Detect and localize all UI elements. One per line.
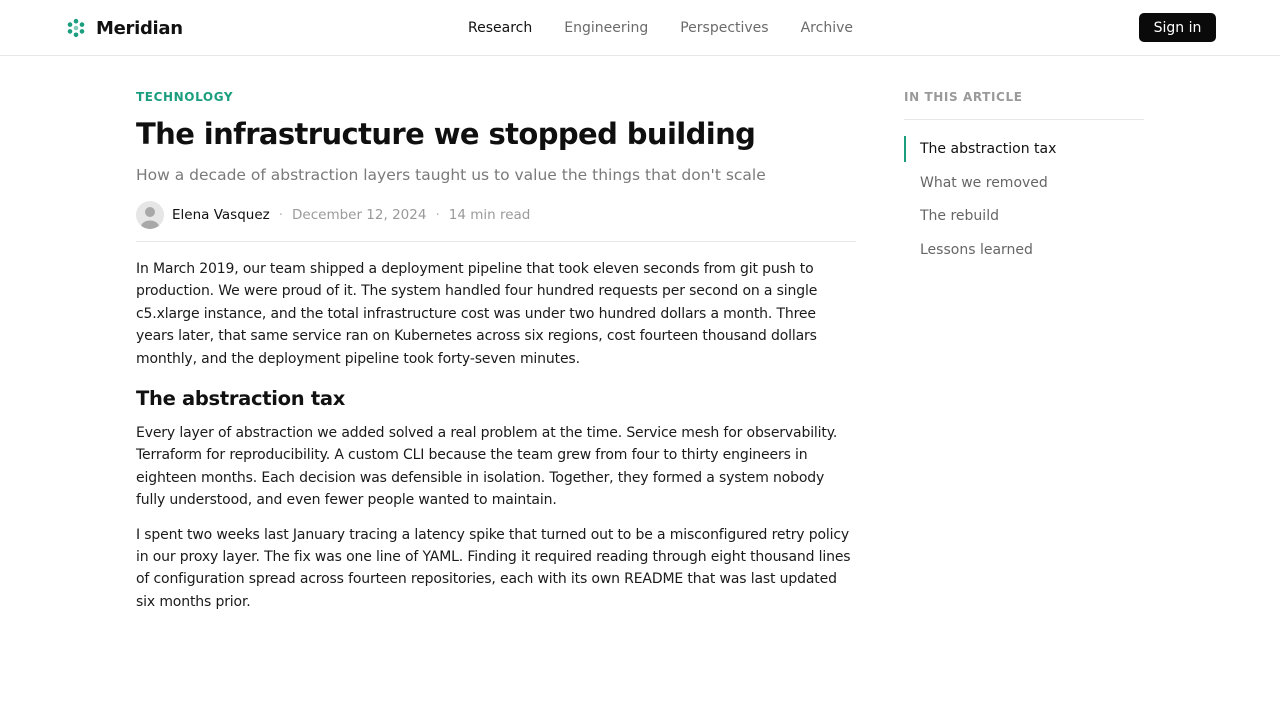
article-meta	[136, 201, 530, 229]
user-icon	[136, 201, 164, 229]
publish-date: December 12, 2024	[292, 207, 427, 223]
article-paragraph: In March 2019, our team shipped a deployment pipeline that took eleven seconds from git push to production. We were proud of it. The system handled four hundred requests per second on a single c5.xlarge instance, and the total infrastructure cost was under two hundred dollars a month. Three years later, that same service ran on Kubernetes across six regions, cost fourteen thousand dollars monthly, and the deployment pipeline took forty-seven minutes.	[136, 261, 818, 367]
article-paragraph: Every layer of abstraction we added solved a real problem at the time. Service mesh for observability. Terraform for reproducibility. A custom CLI because the team grew from four to thirty engineers in eighteen months. Each decision was defensible in isolation. Together, they formed a system nobody fully understood, and even fewer people wanted to maintain.	[136, 425, 838, 509]
sign-in-button[interactable]: Sign in	[1139, 13, 1216, 42]
read-time: 14 min read	[448, 207, 531, 223]
article-body	[136, 258, 856, 625]
nav-link-research[interactable]: Research	[468, 20, 533, 36]
author-avatar[interactable]	[136, 201, 164, 229]
brand-name: Meridian	[96, 17, 183, 39]
article-subtitle: How a decade of abstraction layers taught us to value the things that don't scale	[136, 166, 766, 184]
toc-label: IN THIS ARTICLE	[904, 90, 1023, 104]
toc-item-lessons-learned[interactable]: Lessons learned	[920, 241, 1033, 258]
top-navigation-bar	[0, 0, 1280, 56]
toc-item-what-we-removed[interactable]: What we removed	[920, 174, 1048, 191]
toc-list	[904, 136, 1144, 270]
meta-separator: ·	[278, 207, 284, 223]
main-nav	[468, 0, 885, 56]
nav-link-archive[interactable]: Archive	[800, 20, 853, 36]
section-heading: The abstraction tax	[136, 387, 346, 411]
hexagon-dots-icon	[66, 18, 86, 38]
nav-link-engineering[interactable]: Engineering	[564, 20, 649, 36]
toc-item-abstraction-tax[interactable]: The abstraction tax	[904, 136, 1144, 162]
meta-separator: ·	[435, 207, 440, 223]
header-divider	[136, 241, 856, 242]
nav-link-perspectives[interactable]: Perspectives	[680, 20, 769, 36]
toc-item-the-rebuild[interactable]: The rebuild	[920, 208, 999, 225]
article-category[interactable]: TECHNOLOGY	[136, 90, 234, 104]
article-title: The infrastructure we stopped building	[136, 117, 756, 151]
article-paragraph: I spent two weeks last January tracing a latency spike that turned out to be a misconfigured retry policy in our proxy layer. The fix was one line of YAML. Finding it required reading through eight thousand lines of configuration spread across fourteen repositories, each with its own README that was last updated six months prior.	[136, 526, 851, 610]
toc-divider	[904, 119, 1144, 120]
brand-logo-link[interactable]	[66, 14, 183, 42]
author-name[interactable]: Elena Vasquez	[172, 207, 270, 223]
